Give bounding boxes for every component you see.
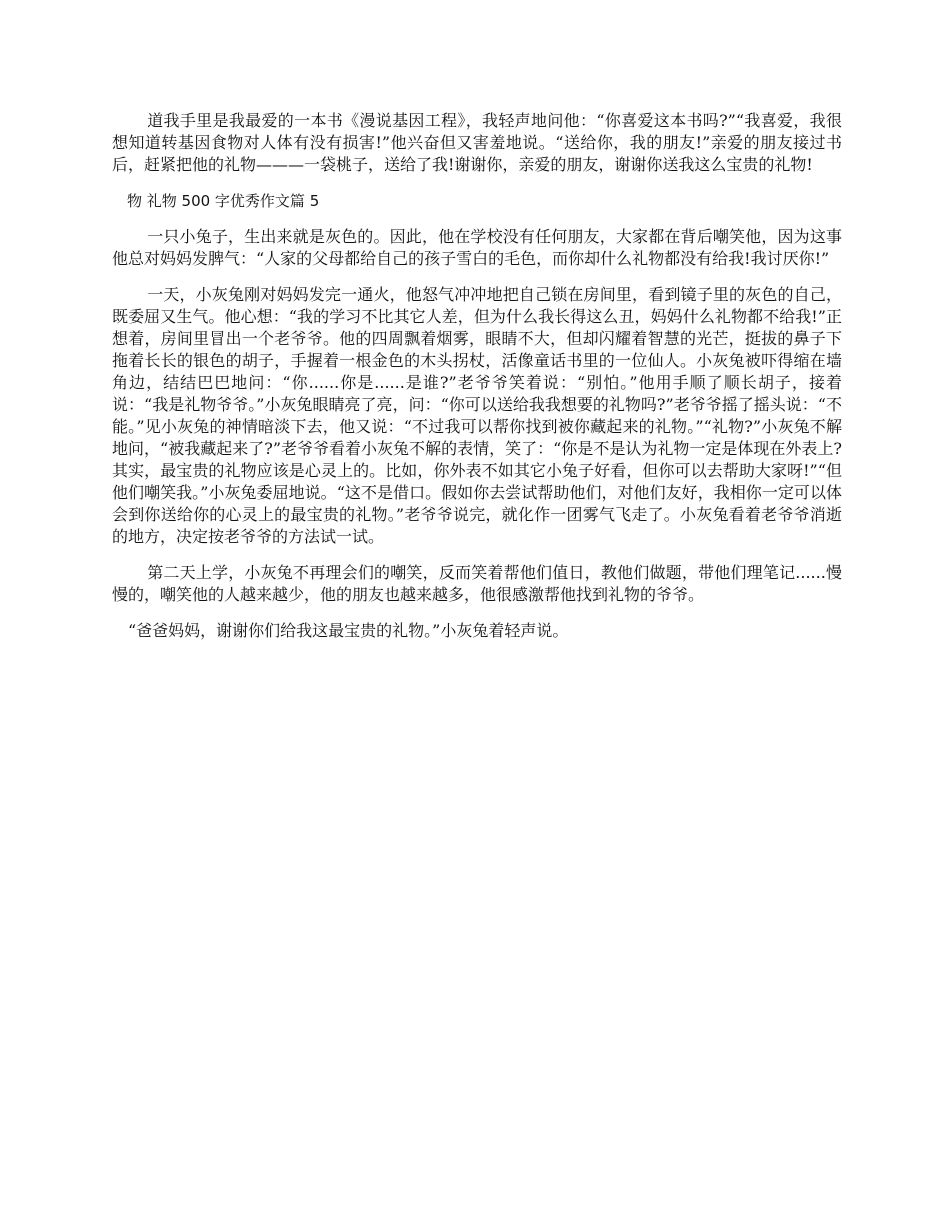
paragraph-gift-grandpa: 一天，小灰兔刚对妈妈发完一通火，他怒气冲冲地把自己锁在房间里，看到镜子里的灰色的自己，既委屈又生气。他心想：“我的学习不比其它人差，但为什么我长得这么丑，妈妈什么礼物都不给我!”正想着，房间里冒出一个老爷爷。他的四周飘着烟雾，眼睛不大，但却闪耀着智慧的光芒，挺拔的鼻子下拖着长长的银色的胡子，手握着一根金色的木头拐杖，活像童话书里的一位仙人。小灰兔被吓得缩在墙角边，结结巴巴地问：“你......你是......是谁?”老爷爷笑着说：“别怕。”他用手顺了顺长胡子，接着说：“我是礼物爷爷。”小灰兔眼睛亮了亮，问：“你可以送给我我想要的礼物吗?”老爷爷摇了摇头说：“不能。”见小灰兔的神情暗淡下去，他又说：“不过我可以帮你找到被你藏起来的礼物。”“礼物?”小灰兔不解地问，“被我藏起来了?”老爷爷看着小灰兔不解的表情，笑了：“你是不是认为礼物一定是体现在外表上?其实，最宝贵的礼物应该是心灵上的。比如，你外表不如其它小兔子好看，但你可以去帮助大家呀!”“但他们嘲笑我。”小灰兔委屈地说。“这不是借口。假如你去尝试帮助他们，对他们友好，我相你一定可以体会到你送给你的心灵上的最宝贵的礼物。”老爷爷说完，就化作一团雾气飞走了。小灰兔看着老爷爷消逝的地方，决定按老爷爷的方法试一试。 — [112, 285, 842, 546]
section-heading: 物 礼物 500 字优秀作文篇 5 — [127, 192, 320, 210]
paragraph-grey-rabbit-intro: 一只小兔子，生出来就是灰色的。因此，他在学校没有任何朋友，大家都在背后嘲笑他，因为这事他总对妈妈发脾气：“人家的父母都给自己的孩子雪白的毛色，而你却什么礼物都没有给我!我讨厌你!” — [112, 227, 842, 268]
paragraph-next-day: 第二天上学，小灰兔不再理会们的嘲笑，反而笑着帮他们值日，教他们做题，带他们理笔记......慢慢的，嘲笑他的人越来越少，他的朋友也越来越多，他很感激帮他找到礼物的爷爷。 — [112, 563, 842, 604]
paragraph-closing-quote: “爸爸妈妈，谢谢你们给我这最宝贵的礼物。”小灰兔着轻声说。 — [128, 621, 569, 640]
paragraph-gift-book: 道我手里是我最爱的一本书《漫说基因工程》，我轻声地问他：“你喜爱这本书吗?”“我喜爱，我很想知道转基因食物对人体有没有损害!”他兴奋但又害羞地说。“送给你，我的朋友!”亲爱的朋友接过书后，赶紧把他的礼物———一袋桃子，送给了我!谢谢你，亲爱的朋友，谢谢你送我这么宝贵的礼物! — [112, 111, 842, 174]
document-body — [112, 110, 842, 656]
